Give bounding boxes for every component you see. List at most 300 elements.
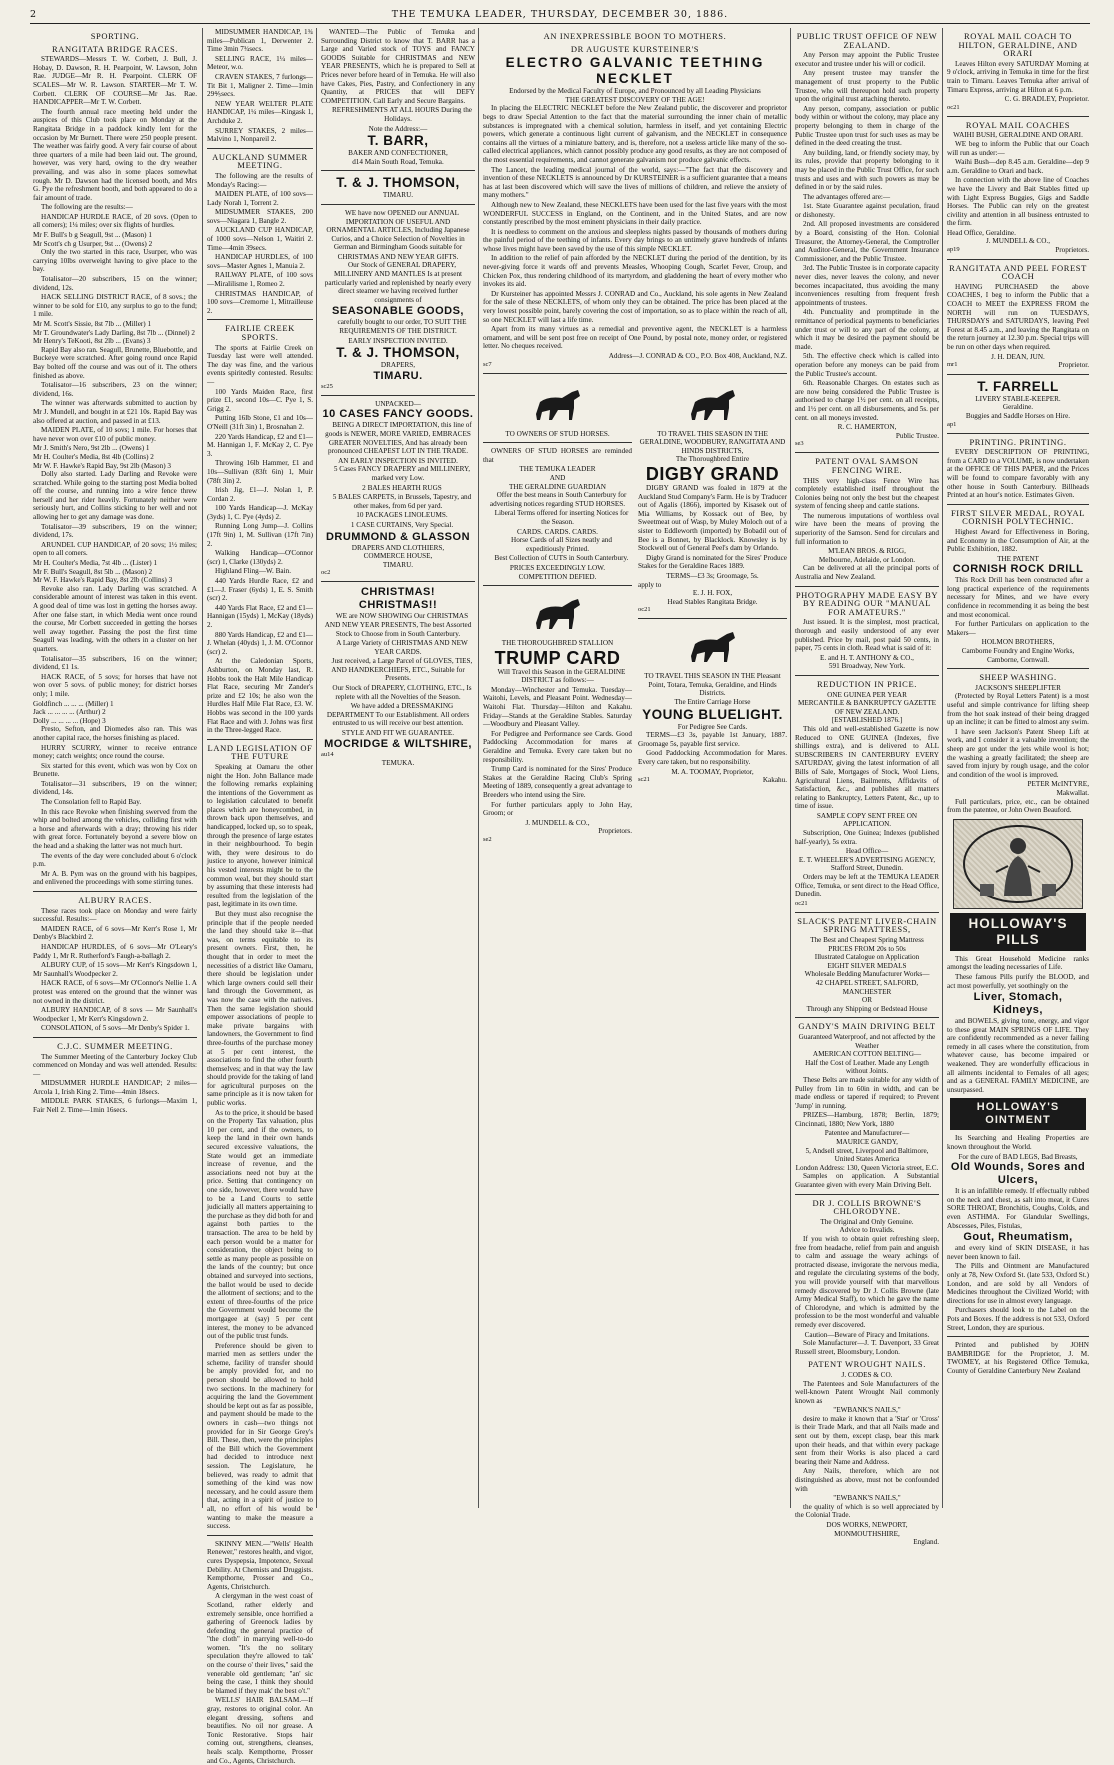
divider [795, 586, 939, 587]
advert-headline: CORNISH ROCK DRILL [952, 563, 1084, 576]
signature-title: Public Trustee. [895, 431, 939, 440]
paragraph: The Consolation fell to Rapid Bay. [41, 798, 142, 807]
advertiser-city: Kakahu. [762, 776, 787, 785]
race-result: Mr Scott's ch g Usurper, 9st ... (Owens) 2 [33, 239, 153, 248]
paragraph: the quality of which is so well appreciated by the Colonial Trade. [795, 1502, 939, 1520]
divider [795, 1017, 939, 1018]
column-trust-wire [792, 28, 942, 1547]
signature: J. H. DEAN, JUN. [991, 352, 1045, 361]
paragraph: Rapid Bay also ran. Seagull, Brunette, Bluebottle, and Buckeye were scratched. After going round once Rapid Bay bolted off the course and was out of it. The others finished as above. [33, 345, 197, 380]
race-entry: AUCKLAND CUP HANDICAP, of 1000 sovs—Nelson 1, Waitiri 2. Time—4min 39secs. [207, 226, 313, 252]
advert-text: AN EARLY INSPECTION IS INVITED. [338, 456, 458, 465]
column-rule [790, 28, 791, 1508]
divider [638, 618, 787, 619]
signature: J. MUNDELL & CO., [985, 237, 1051, 246]
divider [947, 259, 1089, 260]
advert-text: Will Travel this Season in the GERALDINE DISTRICT as follows:— [497, 667, 626, 685]
signature-title: Proprietor. [1058, 361, 1089, 370]
advert-text: THE GERALDINE GUARDIAN [508, 482, 607, 491]
paragraph: Full particulars, price, etc., can be obtained from the patentee, or John Owen Beauford. [947, 797, 1089, 815]
divider [795, 912, 939, 913]
advertiser-name: MAURICE GANDY, [836, 1138, 898, 1147]
advertiser-name: T. & J. THOMSON, [336, 345, 460, 361]
advertiser-address: 591 Broadway, New York. [828, 662, 906, 671]
sport-result: Running Long Jump—J. Collins (17ft 9in) 1, M. Sullivan (17ft 7in) 2. [207, 522, 313, 548]
sport-result: 100 Yards Maiden Race, first prize £1, second 10s—C. Pye 1, S. Grigg 2. [207, 387, 313, 413]
sport-result: Throwing 16lb Hammer, £1 and 10s—Sullivan (83ft 6in) 1, Muir (78ft 3in) 2. [207, 459, 313, 485]
column-necklet-horses [480, 28, 790, 1508]
advert-heading: TO TRAVEL THIS SEASON IN THE Pleasant Point, Totara, Temuka, Geraldine, and Hinds Districts. [644, 672, 781, 698]
paragraph: This old and well-established Gazette is now Reduced to ONE GUINEA (Indexes, five shillings extra), and is delivered to ALL SUBSCRIBERS IN CANTERBURY EVERY SATURDAY, giving the latest information of all Bills of Sale, Mortgages of Stock, Wool Liens, Agricultural Liens, Bailments, Affidavits of Satisfaction, &c., and publishes all matters relating to Bankruptcy, Letters Patent, &c., up to time of issue. [795, 724, 939, 811]
paragraph: The fourth annual race meeting held under the auspices of this Club took place on Monday at the Rangitata Bridge in a paddock kindly lent for the occasion by Mr Burnett. There were 250 people present. The weather was fairly good. A very fair course of about three quarters of a mile had been laid out. The ground, however, was very hard, owing to the dry weather prevailing, and was also in some places somewhat rough. Mr D. Dawson had the licensed booth, and Mrs G. Pye the refreshment booth, and both appeared to do a fair amount of trade. [33, 107, 197, 202]
advertiser-name: MOCRIDGE & WILTSHIRE, [324, 737, 472, 750]
advert-text: Guaranteed Waterproof, and not affected by the Weather [798, 1032, 936, 1050]
advert-text: Horse Cards of all Sizes neatly and expeditiously Printed. [511, 536, 612, 553]
advert-text: Our Stock of GENERAL DRAPERY, MILLINERY AND MANTLES Is at present particularly varied and replenished by nearly every direct steamer we having received further consignments of [324, 261, 472, 304]
ad-code: sc25 [321, 382, 333, 390]
signature: C. G. BRADLEY, Proprietor. [1004, 95, 1089, 104]
paragraph: The numerous imputations of worthless oval wire have been the means of proving the superiority of the Samson. Send for circulars and full information to [795, 511, 939, 546]
race-entry: CRAVEN STAKES, 7 furlongs—Tit Bit 1, Maligner 2. Time—1min 29⅘secs. [207, 72, 313, 99]
holloway-pills-banner: HOLLOWAY'S PILLS [950, 913, 1086, 951]
divider [795, 1194, 939, 1195]
advert-text: Proprietors. [598, 827, 632, 836]
totalisator: Totalisator—31 subscribers, 19 on the winner; dividend, 14s. [33, 779, 197, 797]
paragraph: Subscription, One Guinea; Indexes (published half-yearly), 5s extra. [795, 829, 939, 846]
advert-text: WELLS' HAIR BALSAM.—If gray, restores to original color. An elegant dressing, softens and beautifies. No oil nor grease. A Tonic Restorative. Stops hair coming out, strengthens, cleanses, heals scalp. Kempthorne, Prosser and Co., Agents, Christchurch. [207, 1696, 313, 1765]
paragraph: If you wish to obtain quiet refreshing sleep, free from headache, relief from pain and anguish to calm and assuage the weary achings of protracted disease, invigorate the nervous media, and regulate the circulating systems of the body, you will provide yourself with that marvellous remedy discovered by Dr J. Collis Browne (late Army Medical Staff), to which he gave the name of Chlorodyne, and which is admitted by the profession to be the most wonderful and valuable remedy ever discovered. [795, 1235, 939, 1329]
advert-text: The Thoroughbred Entire [675, 455, 750, 464]
advert-text: For Pedigree and Performance see Cards. Good Paddocking Accommodation for mares at Geraldine and Temuka. Every care taken but no responsibility. [483, 729, 632, 764]
sport-result: 440 Yards Flat Race, £2 and £1—Hannigan (15yds) 1, McKay (18yds) 2. [207, 603, 313, 629]
advert-text: "EWBANK'S NAILS," [833, 1494, 901, 1503]
paragraph: Any present trustee may transfer the management of trust property to the Public Trustee, who will thereupon hold such property upon the original trust attaching thereto. [795, 69, 939, 104]
ad-code: sc21 [638, 776, 650, 784]
advert-text: The Entire Carriage Horse [674, 698, 751, 707]
divider [795, 452, 939, 453]
advert-text: AMERICAN COTTON BELTING— [812, 1050, 922, 1059]
paragraph: At the Caledonian Sports, Ashburton, on Monday last, R. Hobbs took the Halt Mile Handicap Flat Race, securing Mr Zander's prize and £2 10s; he also won the Hurdles Half Mile Flat Race, £3. W. Hobbs was second in the 100 yards Flat Race and with J. Johns was first in the Three-legged Race. [207, 657, 313, 735]
paragraph: As to the price, it should be based on the Property Tax valuation, plus 10 per cent, and if the owners, to keep the land in their own hands secured excessive valuations, the State would get an immediate increase of revenue, and the associations need not buy at the price. Setting that contingency on one side, however, there would have to be a Land Courts to settle judicially all matters appertaining to the purchase as they did both for and against both parties to the transaction. The area to be held by each person would be a matter for consideration, the object being to settle as many people as possible on the lands of the country; but once obtained and surveyed into sections, the ballot would be used to decide the allotment of sections; and to the extent of three-fourths of the price the Government would become the mortgagee at (say) 5 per cent interest, the money to be advanced out of the public trust funds. [207, 1108, 313, 1341]
signature-title: Makwallat. [1056, 788, 1089, 797]
advertiser-name: E. and H. T. ANTHONY & CO., [820, 653, 914, 662]
advert-text: Good Paddocking Accommodation for Mares. Every care taken, but no responsibility. [638, 749, 787, 767]
paragraph: Can be delivered at all the principal ports of Australia and New Zealand. [795, 564, 939, 582]
race-entry: HURRY SCURRY, winner to receive entrance money; catch weights; once round the course. [33, 743, 197, 761]
paragraph: Presto, Sefton, and Diomedes also ran. This was another capital race, the horses finishing as placed. [33, 725, 197, 742]
race-result: Mr J. Smith's Nero, 9st 2lb ... (Owens) 1 [33, 444, 150, 453]
advert-text: EARLY INSPECTION INVITED. [348, 336, 448, 345]
advert-heading: DR J. COLLIS BROWNE'S CHLORODYNE. [812, 1197, 922, 1217]
race-result: Jack ... ... ... ... (Arthur) 2 [33, 708, 106, 717]
signature: R. C. HAMERTON, [837, 423, 897, 432]
ad-code: se3 [795, 440, 804, 448]
advertiser-name: E. T. WHEELER'S ADVERTISING AGENCY, [798, 855, 936, 864]
paragraph: In this race Revoke when finishing swerved from the whip and bolted among the vehicles, colliding first with a horse and afterwards with a dray; throwing his rider with great force. Fortunately beyond a severe blow on the head and a shaking the latter was not much hurt. [33, 807, 197, 851]
paragraph: 2nd. All proposed investments are considered by a Board, consisting of the Hon. Colonial Treasurer, the Attorney-General, the Comptroller and Auditor-General, the Government Insurance Commissioner, and the Public Trustee. [795, 220, 939, 263]
paragraph: It is an infallible remedy. If effectually rubbed on the neck and chest, as salt into meat, it Cures SORE THROAT, Bronchitis, Coughs, Colds, and even ASTHMA. For Glandular Swellings, Abscesses, Piles, Fistulas, [947, 1187, 1089, 1230]
advert-heading: PATENT OVAL SAMSON FENCING WIRE. [815, 456, 919, 475]
advert-text: Monday—Winchester and Temuka. Tuesday—Waitohi, Levels, and Pleasant Point. Wednesday—Waitohi Flat. Thursday—Hilton and Kakahu. Friday—Stands at the Geraldine Stables. Saturday—Woodbury and Pleasant Valley. [483, 685, 632, 729]
advert-text: Caution—Beware of Piracy and Imitations. [804, 1330, 930, 1339]
advert-line: 2 BALES HEARTH RUGS [362, 483, 442, 492]
advert-address: Address—J. CONRAD & CO., P.O. Box 408, Auckland, N.Z. [608, 352, 787, 360]
advertiser-address: DOS WORKS, NEWPORT, MONMOUTHSHIRE, [826, 1521, 908, 1538]
race-entry: HANDICAP HURDLES, of 6 sovs—Mr O'Leary's Paddy 1, Mr R. Rutherford's Faugh-a-ballagh 2. [33, 942, 197, 960]
column-sport-results [204, 28, 316, 1765]
advert-text: AND [549, 473, 566, 482]
paragraph: and BOWELS, giving tone, energy, and vigor to these great MAIN SPRINGS OF LIFE. They are confidently recommended as a never failing remedy in all cases where the constitution, from whatever cause, has become impaired or weakened. They are wonderfully efficacious in all ailments incidental to Females of all ages; and as a GENERAL FAMILY MEDICINE, are unsurpassed. [947, 1017, 1089, 1094]
paragraph: The events of the day were concluded about 6 o'clock p.m. [33, 851, 197, 869]
article-heading: AUCKLAND SUMMER MEETING. [212, 151, 308, 171]
advert-text: Note the Address:— [368, 124, 428, 133]
paragraph: These Belts are made suitable for any width of Pulley from 1in to 60in in width, and can be made endless or tapered if required; to Prevent 'Jump' in running. [795, 1075, 939, 1110]
divider [795, 675, 939, 676]
divider [207, 319, 313, 320]
advert-text: Digby Grand is nominated for the Sires' Produce Stakes for the Geraldine Races 1889. [638, 553, 787, 571]
paragraph: Revoke also ran. Lady Darling was scratched. A considerable amount of interest was taken in this event. A good deal of time was lost in getting the horses away. After one false start, in which Media went once round the course, Mr Corbett succeeded in getting the horses well away together. Passing the post the first time Seagull was leading, with the others in a cluster on her quarters. [33, 584, 197, 653]
paragraph: Preference should be given to married men as settlers under the scheme, facility of transfer should be amply provided for, and no person should be allowed to hold two sections. In the machinery for acquiring the land the Government should be kept out as far as possible, and payment should be made to the owners in cash—two things not provided for in Sir George Grey's Bill. These, then, were the principles of the Bill which the Government had decided to introduce next session. The Legislature, he believed, was ready to admit that something of the kind was now necessary, and he could assure them that, acting in a spirit of justice to all, no effort of his would be wanting to make the measure a success. [207, 1341, 313, 1531]
advertiser-city: TIMARU. [382, 560, 414, 569]
advert-text: SKINNY MEN.—"Wells' Health Renewer," restores health, and vigor, cures Dyspepsia, Impotence, Sexual Debility. At Chemists and Druggists. Kempthorne, Prosser and Co., Agents, Christchurch. [207, 1539, 313, 1591]
advert-text: Head Office— [845, 847, 889, 856]
advert-heading: GANDY'S MAIN DRIVING BELT [798, 1021, 936, 1032]
race-entry: MAIDEN PLATE, of 10 sovs; 1 mile. For horses that have never won over £10 of public money. [33, 426, 197, 443]
race-result: Goldfinch ... ... ... (Miller) 1 [33, 699, 114, 708]
advertiser-address: d14 Main South Road, Temuka. [352, 157, 444, 166]
paragraph: Although new to New Zealand, these NECKLETS have been used for the last five years with the most WONDERFUL SUCCESS in England, on the Continent, and in the United States, and are now constantly prescribed by the most eminent physicians in their daily practice. [483, 200, 787, 227]
advertiser-name: T. BARR, [367, 133, 429, 149]
totalisator: Totalisator—35 subscribers, 16 on the winner; dividend, £1 1s. [33, 654, 197, 672]
advert-text: The Original and Only Genuine. [820, 1217, 914, 1226]
ad-code: oc21 [947, 103, 960, 111]
paragraph: THIS very high-class Fence Wire has completely established itself throughout the Colonies being not only the best but the cheapest system of fencing sheep and cattle stations. [795, 476, 939, 511]
race-result: Mr H. Coulter's Media, 8st 4lb (Collins) 2 [33, 452, 154, 461]
advert-heading: CARDS. CARDS. CARDS. [517, 527, 598, 536]
advert-text: The Best and Cheapest Spring Mattress [810, 936, 924, 944]
advert-heading: AN INEXPRESSIBLE BOON TO MOTHERS. [543, 31, 727, 41]
advert-heading: SHEEP WASHING. [979, 672, 1057, 683]
article-heading: ALBURY RACES. [78, 895, 152, 905]
divider [947, 668, 1089, 669]
paragraph: Highest Award for Effectiveness in Boring, and Economy in the Consumption of Air, at the Public Exhibition, 1882. [947, 527, 1089, 554]
advert-text: Illustrated Catalogue on Application [814, 953, 920, 962]
divider [483, 373, 787, 374]
advertiser-address: COMMERCE HOUSE, [363, 552, 433, 561]
paragraph: Any building, land, or friendly society may, by its rules, provide that property belonging to it may be placed in the Public Trust Office, for such trusts and uses and with such powers as may be defined in or by the said rules. [795, 148, 939, 192]
advert-highlight: 10 CASES FANCY GOODS. [322, 408, 474, 421]
advert-text: Head Office, Geraldine. [947, 228, 1016, 237]
paragraph: Leaves Hilton every SATURDAY Morning at 9 o'clock, arriving in Temuka in time for the first train to Timaru. Leaves Temuka after arrival of Timaru Express, arriving at Hilton at 6 p.m. [947, 59, 1089, 94]
advert-text: Offer the best means in South Canterbury for advertising notices regarding STUD HORSES. [489, 491, 627, 508]
paragraph: The Pills and Ointment are Manufactured only at 78, New Oxford St. (late 533, Oxford St.) London, and are sold by all Vendors of Medicines throughout the Civilized World; with directions for use in almost every language. [947, 1262, 1089, 1305]
paragraph: desire to make it known that a 'Star' or 'Cross' is their Trade Mark, and that all Nails made and sent out by them, except clasp, bear this mark upon their heads, and that within every package sent from their Works is also placed a card bearing their Name and Address. [795, 1414, 939, 1466]
paragraph: This Rock Drill has been constructed after a long practical experience of the requirements necessary for Mines, and we have every confidence in recommending it as being the best and most economical. [947, 576, 1089, 619]
advert-text: Just received, a Large Parcel of GLOVES, TIES, AND HANDKERCHIEFS, ETC., Suitable for Presents. [331, 657, 473, 683]
paragraph: Six started for this event, which was won by Cox on Brunette. [33, 761, 197, 779]
paragraph: The following are the results of Monday's Racing:— [207, 171, 313, 189]
column-coaches-holloway [944, 28, 1092, 1508]
advert-text: CHRISTMAS AND NEW YEAR GIFTS. [337, 252, 459, 261]
race-result: Mr M. Scott's Sissie, 8st 7lb ... (Miller) 1 [33, 320, 152, 328]
paragraph: 6th. Reasonable Charges. On estates such as are now being considered the Public Trustee is authorised to charge 1½ per cent. on all receipts, and 1½ per cent. on all disbursements, and 5s. per cent. on all moneys invested. [795, 379, 939, 422]
race-entry: MIDDLE PARK STAKES, 6 furlongs—Maxim 1, Fair Nell 2. Time—1min 16secs. [33, 1097, 197, 1115]
sport-result: 100 Yards Handicap—J. McKay (3yds) 1, C. Pye (4yds) 2. [207, 504, 313, 521]
advertiser-trade: LIVERY STABLE-KEEPER. [975, 394, 1061, 403]
paragraph: In addition to the relief of pain afforded by the NECKLET during the period of the dentition, by its never-giving force it wards off and prevents Measles, Whooping Cough, Scarlet Fever, Croup, and Chicken Pox, thus rendering childhood of its martyrdom, and gladdening the heart of every mother who invokes its aid. [483, 254, 787, 289]
column-rule [942, 28, 943, 1508]
paragraph: PRIZES—Hamburg, 1878; Berlin, 1879; Cincinnati, 1880; New York, 1880 [795, 1111, 939, 1128]
advert-text: apply to [638, 580, 662, 589]
advertiser-name: M'LEAN BROS. & RIGG, [828, 547, 906, 556]
advert-text: EIGHT SILVER MEDALS [827, 961, 907, 970]
divider [947, 374, 1089, 375]
advert-heading: PATENT WROUGHT NAILS. [808, 1359, 926, 1370]
sport-result: Highland Fling—W. Bain. [215, 567, 292, 576]
advert-heading: REDUCTION IN PRICE. [817, 678, 917, 689]
advert-text: For Pedigree See Cards. [677, 722, 748, 731]
advertiser-trade: DRAPERS, [380, 361, 416, 370]
advert-text: THE THOROUGHBRED STALLION [501, 639, 614, 648]
advert-text: Trump Card is nominated for the Sires' Produce Stakes at the Geraldine Racing Club's Spring Meeting of 1889, consequently a great advantage to Breeders who intend using the Sire. [483, 765, 632, 799]
paragraph: Samples on application. A Substantial Guarantee given with every Main Driving Belt. [795, 1172, 939, 1190]
advertiser-name: J. CODES & CO. [841, 1370, 893, 1379]
advert-text: Wholesale Bedding Manufacturer Works— [804, 970, 930, 979]
advert-text: Through any Shipping or Bedstead House [806, 1004, 928, 1013]
ad-code: ap1 [947, 420, 957, 428]
divider [321, 581, 475, 582]
advert-text: WE are NOW SHOWING Our CHRISTMAS AND NEW YEAR PRESENTS, The best Assorted Stock to Choose from in South Canterbury. [324, 612, 472, 638]
advert-text: BEING A DIRECT IMPORTATION, this line of goods is NEWER, MORE VARIED, EMBRACES GREATER NOVELTIES, And has already been pronounced CHEAPEST LOT IN THE TRADE. [325, 421, 472, 456]
divider [483, 442, 632, 443]
advertiser-address: London Address: 130, Queen Victoria street, E.C. [795, 1163, 939, 1172]
paragraph: But they must also recognise the principle that if the people needed the land they should take it—that was, on terms equitable to its present owners. First, then, he thought that in order to meet the necessities of a district like Oamaru, there should be legislation under which large owners could sell their land through the Government, as was now the case with the natives. Then the same legislation should empower associations of people to make private bargains with landowners, the Government to find three-fourths of the purchase money at 5 per cent interest, the associations to find the other fourth themselves; and in that way the law should provide for the taking of land for agricultural purposes on the same principle as it is now taken for public works. [207, 910, 313, 1108]
advert-text: Our Stock of DRAPERY, CLOTHING, ETC., Is replete with all the Novelties of the Season. [332, 684, 472, 701]
advert-text: PRICES EXCEEDINGLY LOW. [509, 563, 606, 572]
paragraph: Just issued. It is the simplest, most practical, thorough and easily understood of any ever published. Price by mail, post paid 50 cents, in paper, 75 cents in cloth. Read what is said of it: [795, 618, 939, 653]
paragraph: 4th. Punctuality and promptitude in the remittance of periodical payments to beneficiaries under trust or will to any part of the colony, at which it may be desired the payment should be made. [795, 308, 939, 351]
advert-line: 10 PACKAGES LINOLEUMS. [356, 511, 448, 520]
divider [321, 204, 475, 205]
advert-heading: ROYAL MAIL COACHES [965, 119, 1071, 130]
advertiser-city: England. [913, 1538, 939, 1547]
paragraph: Orders may be left at the TEMUKA LEADER Office, Temuka, or sent direct to the Head Office, Dunedin. [795, 873, 939, 899]
race-entry: MIDSUMMER HURDLE HANDICAP; 2 miles—Arcola 1, Irish King 2. Time—4min 18secs. [33, 1079, 197, 1096]
advertiser-name: E. J. H. FOX, [692, 589, 733, 598]
paragraph: (Protected by Royal Letters Patent) is a most useful and simple contrivance for lifting sheep from the hot soak instead of their being dragged up an incline; it can be fitted to almost any swim. [947, 692, 1089, 727]
advert-text: Half the Cost of Leather. Made any Length without Joints. [805, 1058, 929, 1076]
race-entry: HACK SELLING DISTRICT RACE, of 8 sovs.; the winner to be sold for £10, any surplus to go to the fund; 1 mile. [33, 293, 197, 319]
race-result: Dolly ... ... ... ... (Hope) 3 [33, 716, 106, 725]
paragraph: The Patentees and Sole Manufacturers of the well-known Patent Wrought Nail commonly known as [795, 1379, 939, 1405]
advertiser-name: M. A. TOOMAY, Proprietor, [671, 767, 754, 776]
advert-heading: FIRST SILVER MEDAL, ROYAL CORNISH POLYTECHNIC. [950, 507, 1086, 527]
divider [207, 739, 313, 740]
divider [483, 585, 632, 586]
paragraph: Only the two started in this race, Usurper, who was carrying 10lbs overweight having to give place to the bay. [33, 248, 197, 274]
divider [947, 1336, 1089, 1337]
ad-code: oc21 [795, 899, 808, 907]
advert-heading: PUBLIC TRUST OFFICE OF NEW ZEALAND. [796, 31, 938, 50]
advert-text: Endorsed by the Medical Faculty of Europe, and Pronounced by all Leading Physicians [509, 87, 761, 96]
paragraph: 5th. The effective check which is called into operation before any moneys can be paid from the Public Trustee's account. [795, 352, 939, 378]
race-result: Mr W. F. Hawke's Rapid Bay, 8st 2lb (Collins) 3 [33, 576, 173, 585]
divider [207, 1535, 313, 1536]
paragraph: Any Person may appoint the Public Trustee executor and trustee under his will or codicil. [795, 51, 939, 68]
paragraph: A clergyman in the west coast of Scotland, rather elderly and extremely sensible, once horrified a gathering of Greenock ladies by defending the general practice of "the cloth" in marrying well-to-do women. "It's the no solitary speculation they're allowed to tak' on the course o' their lives," said the venerable old gentleman; "an' sic being the case, I think they should be blamed if they mak' the best o't." [207, 1592, 313, 1695]
race-result: Mr F. Bull's b g Seagull, 9st ... (Mason) 1 [33, 231, 152, 240]
race-entry: HANDICAP HURDLES, of 100 sovs—Master Agnes 1, Manuia 2. [207, 253, 313, 270]
race-entry: SELLING RACE, 1¼ miles—Meteor, w.o. [207, 54, 313, 72]
horse-icon [483, 381, 632, 427]
race-result: Mr H. Coulter's Media, 7st 4lb ... (Lister) 1 [33, 559, 158, 568]
paragraph: and every kind of SKIN DISEASE, it has never been known to fail. [947, 1244, 1089, 1261]
advert-text: STYLE AND FIT WE GUARANTEE. [341, 729, 455, 738]
signature: PETER McINTYRE, [1027, 780, 1089, 789]
advert-text: SAMPLE COPY SENT FREE ON APPLICATION. [816, 811, 918, 829]
advertiser-address: Melbourne, Adelaide, or London. [818, 555, 916, 564]
advertiser-address: Head Stables Rangitata Bridge. [667, 597, 758, 606]
paragraph: EVERY DESCRIPTION OF PRINTING, from a CARD to a VOLUME, is now undertaken at the OFFICE OF THIS PAPER, and the Prices will be found to compare favorably with any other house in South Canterbury. Billheads Printed at an hour's notice. Estimates Given. [947, 448, 1089, 500]
advertiser-name: T. FARRELL [977, 378, 1059, 394]
race-result: Mr W. F. Hawke's Rapid Bay, 9st 2lb (Mason) 3 [33, 461, 172, 470]
stewards: STEWARDS—Messrs T. W. Corbett, J. Bull, J. Hobay, D. Dawson, R. H. Pearpoint, W. Lawson, John Rae. JUDGE—Mr R. H. Pearpoint. CLERK OF SCALES—Mr W. R. Lawson. STARTER—Mr T. W. Corbett. CLERK OF COURSE—Mr Jas. Rae. HANDICAPPER—Mr T. W. Corbett. [33, 55, 197, 107]
advertiser-trade: BAKER AND CONFECTIONER, [348, 149, 448, 158]
paragraph: The Lancet, the leading medical journal of the world, says:—"The fact that the discovery and invention of these NECKLETS is announced by Dr KURSTEINER is a sufficient guarantee that a means has at last been discovered which will save the lives of millions of children, and relieve the anxiety of many mothers." [483, 165, 787, 200]
holloway-ointment-banner: HOLLOWAY'S OINTMENT [950, 1098, 1086, 1130]
stallion-name: TRUMP CARD [494, 647, 621, 668]
advertiser-name: J. MUNDELL & CO., [525, 818, 590, 827]
sport-result: Irish Jig, £1—J. Nolan 1, P. Cordan 2. [207, 486, 313, 503]
divider [207, 148, 313, 149]
advert-text: REFRESHMENTS AT ALL HOURS During the Holidays. [332, 106, 472, 123]
ad-code: sc7 [483, 360, 492, 368]
advert-text: COMPETITION DEFIED. [518, 572, 597, 581]
advert-text: DIGBY GRAND was foaled in 1879 at the Auckland Stud Company's Farm. He is by Traducer out of Agalis (1866), imported by Kisasek out of Mia Williams, by Kossack out of Bee, by Sweetmeat out of Wasp, by Muley Moloch out of a sister to Eddleworth (imported) by Bobadil out of Bee is a Bonnet, by Blacklock. Knowsley is by Stockwell out of General Peel's dam by Orlando. [638, 483, 787, 553]
advert-text: THE GREATEST DISCOVERY OF THE AGE! [565, 95, 705, 104]
sport-result: 880 Yards Handicap, £2 and £1—J. Whelan (40yds) 1, J. M. O'Connor (scr) 2. [207, 630, 313, 656]
race-result: Mr T. Groundwater's Lady Darling, 8st 7lb ... (Dinnel) 2 [33, 328, 195, 337]
race-entry: MAIDEN PLATE, of 100 sovs—Lady Norah 1, Torrent 2. [207, 190, 313, 207]
advert-text: For the cure of BAD LEGS, Bad Breasts, [958, 1152, 1078, 1161]
advert-text: WE have now OPENED our ANNUAL IMPORTATION OF USEFUL AND ORNAMENTAL ARTICLES, Including Japanese Curios, and a Choice Selection of Novelties in German and Birmingham Goods suitable for [326, 208, 470, 252]
advert-line: 5 BALES CARPETS, in Brussels, Tapestry, and other makes, from 6d per yard. [332, 493, 472, 510]
sport-result: Putting 16lb Stone, £1 and 10s—O'Neill (31ft 3in) 1, Brosnahan 2. [207, 414, 313, 431]
paragraph: The Summer Meeting of the Canterbury Jockey Club commenced on Monday and was well attended. Results:— [33, 1052, 197, 1078]
advertiser-address: Stafford Street, Dunedin. [830, 864, 904, 873]
signature-title: Proprietors. [1055, 246, 1089, 255]
advertiser-city: Geraldine. [1002, 403, 1034, 412]
paragraph: Any person, company, association or public body within or without the colony, may place any property belonging to them in charge of the Public Trustee upon trust for such uses as may be defined in the deed creating the trust. [795, 104, 939, 148]
paragraph: Its Searching and Healing Properties are known throughout the World. [947, 1134, 1089, 1152]
advert-text: OR [862, 996, 872, 1005]
advert-headline: JACKSON'S SHEEPLIFTER [975, 683, 1061, 692]
paragraph: It is needless to comment on the anxious and sleepless nights passed by thousands of mothers during the painful period of the teething of infants. Every day brings to an untimely grave hundreds of infants whose lives might have been saved by the use of this simple NECKLET. [483, 227, 787, 253]
article-heading: C.J.C. SUMMER MEETING. [57, 1040, 173, 1051]
advertiser-name: T. & J. THOMSON, [336, 175, 460, 191]
divider [321, 170, 475, 171]
ad-code: se2 [483, 835, 492, 843]
divider [33, 1037, 197, 1038]
advert-headline: MERCANTILE & BANKRUPTCY GAZETTE OF NEW ZEALAND. [797, 699, 937, 716]
paragraph: For further Particulars on application to the Makers— [947, 620, 1089, 637]
race-entry: HACK RACE, of 6 sovs—Mr O'Connor's Nellie 1. A protest was entered on the ground that the winner was not owned in the district. [33, 979, 197, 1005]
race-entry: NEW YEAR WELTER PLATE HANDICAP, 1¼ miles—Kingask 1, Archduke 2. [207, 99, 313, 125]
advert-text: Advice to Invalids. [839, 1226, 895, 1235]
paragraph: These races took place on Monday and were fairly successful. Results:— [33, 906, 197, 924]
advert-text: PRICES FROM 20s to 50s [828, 944, 906, 953]
article-heading: FAIRLIE CREEK SPORTS. [225, 323, 295, 342]
advertiser-address: 5, Andsell street, Liverpool and Baltimore, United States America [805, 1146, 929, 1164]
advert-highlight: Liver, Stomach, Kidneys, [973, 991, 1063, 1017]
imprint: Printed and published by JOHN BAMBRIDGE for the Proprietor, J. M. TWOMEY, at his Registered Office Temuka, County of Geraldine Canterbury New Zealand [947, 1341, 1089, 1375]
advert-heading: SLACK'S PATENT LIVER-CHAIN SPRING MATTRESS, [797, 915, 937, 935]
race-entry: CONSOLATION, of 5 sovs—Mr Denby's Spider 1. [41, 1024, 190, 1033]
advert-text: "EWBANK'S NAILS," [833, 1406, 901, 1415]
column-rule [202, 28, 203, 1508]
paragraph: HAVING PURCHASED the above COACHES, I beg to inform the Public that a COACH to MEET the EXPRESS FROM the NORTH will run on TUESDAYS, THURSDAYS and SATURDAYS, leaving Peel Forest at 8.45 a.m., and leaving the Rangitata on the return journey at 12.30 p.m. Special trips will be run on other days when required. [947, 282, 1089, 351]
advert-text: UNPACKED— [375, 399, 421, 408]
advert-text: Liberal Terms offered for inserting Notices for the Season. [494, 509, 629, 526]
advert-text: ONE GUINEA PER YEAR [827, 690, 907, 699]
horse-icon [638, 381, 787, 427]
advert-highlight: SEASONABLE GOODS, [332, 305, 464, 318]
advert-headline: ELECTRO GALVANIC TEETHING NECKLET [505, 55, 765, 87]
totalisator: Totalisator—16 subscribers, 23 on the winner; dividend, 16s. [33, 381, 197, 398]
masthead-title: THE TEMUKA LEADER, THURSDAY, DECEMBER 30, 1886. [391, 9, 729, 20]
paragraph: WE beg to inform the Public that our Coach will run as under:— [947, 139, 1089, 157]
column-rule [478, 28, 479, 1508]
advert-text: [ESTABLISHED 1876.] [831, 716, 903, 725]
paragraph: Sole Manufacturer—J. T. Davenport, 33 Great Russell street, Bloomsbury, London. [795, 1339, 939, 1356]
race-entry: MIDSUMMER STAKES, 200 sovs—Niagara 1, Bangle 2. [207, 208, 313, 225]
advert-text: THE PATENT [997, 554, 1039, 563]
advert-text: THE TEMUKA LEADER [519, 465, 596, 474]
advert-text: WAIHI BUSH, GERALDINE AND ORARI. [953, 131, 1083, 140]
paragraph: Mr A. B. Pym was on the ground with his bagpipes, and enlivened the proceedings with some stirring tunes. [33, 869, 197, 887]
race-entry: ARUNDEL CUP HANDICAP, of 20 sovs; 1½ miles; open to all comers. [33, 540, 197, 558]
horse-icon [638, 623, 787, 669]
advert-text: OWNERS OF STUD HORSES are reminded that [483, 447, 632, 464]
paragraph: Dr Kursteiner has appointed Messrs J. CONRAD and Co., Auckland, his sole agents in New Zealand for the sale of these NECKLETS, of whom only they can be obtained. The price has been placed at the very lowest possible point, barely covering the cost of importation, so as to place within the reach of all, so one NECKLET will last a life time. [483, 289, 787, 324]
advertiser-address: Camborne Foundry and Engine Works, Camborne, Cornwall. [961, 647, 1075, 664]
column-draper-ads [318, 28, 478, 1508]
divider [33, 891, 197, 892]
sport-result: Walking Handicap—O'Connor (scr) 1, Clarke (130yds) 2. [207, 549, 313, 566]
advert-text: WANTED—The Public of Temuka and Surrounding District to know that T. BARR has a Large and Varied stock of TOYS and FANCY GOODS Suitable for CHRISTMAS and NEW YEAR PRESENTS, which he is prepared to Sell at Prices never before heard of in Temuka. He will also have Cakes, Pies, Pastry, and Confectionery in any Quantity, at PRICES that will DEFY COMPETITION. Call Early and Secure Bargains. [321, 28, 475, 105]
advert-text: Patentee and Manufacturer— [824, 1129, 910, 1138]
paragraph: Dolly also started. Lady Darling and Revoke were scratched. While going to the starting post Media bolted off the course, and running into a wire fence threw herself and her rider heavily. Fortunately neither were seriously hurt, and Collins sticking to her well and not allowing her to get any damage was done. [33, 470, 197, 522]
ad-code: oc2 [321, 569, 331, 577]
advert-heading: ROYAL MAIL COACH TO HILTON, GERALDINE, AND ORARI [958, 31, 1078, 59]
masthead [30, 6, 1090, 24]
paragraph: In connection with the above line of Coaches we have the Livery and Bait Stables fitted up with Light Express Buggies, Gigs and Saddle Horses. The Public can rely on the greatest civility and attention in all business entrusted to the firm. [947, 176, 1089, 228]
race-entry: SURREY STAKES, 2 miles—Malvino 1, Nonpareil 2. [207, 126, 313, 144]
paragraph: Speaking at Oamaru the other night the Hon. John Ballance made the following remarks explaining the intentions of the Government as to legislation calculated to benefit places which are honeycombed, in thrown back upon themselves, and handicapped, locked up, so to speak, through the presence of large estates in their neighbourhood. To begin with, they were desirous to do justice to anyone, however inimical his vested interests might be to the common weal, but they should start by assuming that these interests had resulted from the legislation of the past, legitimate in its own time. [207, 762, 313, 909]
advert-text: Best Collection of CUTS in South Canterbury. [494, 554, 629, 563]
divider [947, 433, 1089, 434]
race-entry: MAIDEN RACE, of 6 sovs—Mr Kerr's Rose 1, Mr Denby's Blackbird 2. [33, 924, 197, 942]
advert-highlight: Gout, Rheumatism, [963, 1231, 1073, 1244]
horse-icon [483, 590, 632, 636]
advert-highlight: Old Wounds, Sores and Ulcers, [950, 1161, 1086, 1187]
advert-heading: TO TRAVEL THIS SEASON IN THE GERALDINE, WOODBURY, RANGITATA AND HINDS DISTRICTS, [639, 429, 786, 455]
advert-heading: RANGITATA AND PEEL FOREST COACH [949, 262, 1087, 282]
stallion-name: DIGBY GRAND [645, 463, 780, 484]
column-rule [316, 28, 317, 1508]
ad-code: mr1 [947, 361, 958, 369]
paragraph: 1st. State Guarantee against peculation, fraud or dishonesty. [795, 202, 939, 219]
